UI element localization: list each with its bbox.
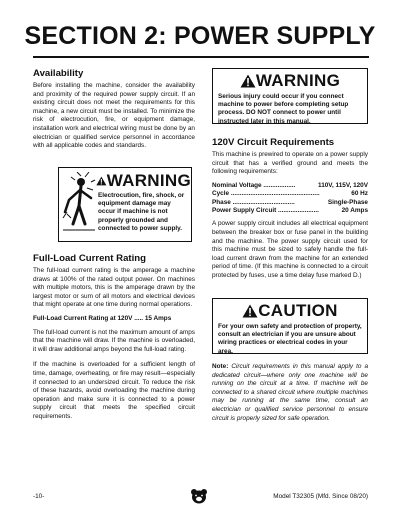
flc-heading: Full-Load Current Rating: [33, 253, 146, 264]
flc-text-2: The full-load current is not the maximum amount of amps that the machine will draw. If the machine is overloaded, it will draw additional amps beyond the full-load rating.: [33, 328, 195, 353]
spec-row: Phase ................................... Single-Phase: [212, 198, 368, 206]
warning-triangle-icon: [240, 74, 256, 88]
page-number: -10-: [33, 493, 45, 500]
electrocution-warning-box: [58, 167, 192, 242]
spec-list: [212, 182, 368, 216]
warning-word: WARNING: [106, 171, 191, 190]
warning-word: WARNING: [255, 71, 341, 90]
left-column: [33, 68, 195, 151]
caution-box: [212, 298, 368, 354]
availability-text: Before installing the machine, consider the availability and proximity of the required power supply circuit. If an existing circuit does not meet the requirements for this machine, a new circuit must be installed. To minimize the risk of electrocution, fire, or equipment damage, installation work and electrical wiring must be done by an electrician or qualified service personnel in accordance with all applicable codes and standards.: [33, 82, 195, 150]
bear-logo: [190, 488, 208, 504]
flc-rating: Full-Load Current Rating at 120V ..... 15 Amps: [33, 314, 172, 322]
electrocution-person-icon: [61, 172, 97, 238]
caution-triangle-icon: [242, 304, 258, 318]
flc-section: [33, 253, 195, 422]
warning-text: Electrocution, fire, shock, or equipment damage may occur if machine is not properly grounded and connected to power supply.: [98, 192, 185, 232]
circuit-text: A power supply circuit includes all electrical equipment between the breaker box or fuse panel in the building and the machine. The power supply circuit used for this machine must be sized to safely handle the full-load current drawn from the machine for an extended period of time. (If this machine is connected to a circuit protected by fuses, use a time delay fuse marked D.): [212, 220, 368, 279]
caution-word: CAUTION: [258, 301, 338, 320]
title-rule: [33, 56, 369, 58]
spec-row: Nominal Voltage .................. 110V, 115V, 120V: [212, 181, 368, 189]
model-info: Model T32305 (Mfd. Since 08/20): [273, 493, 368, 500]
spec-row: Power Supply Circuit ....................... 20 Amps: [212, 207, 368, 214]
note-section: [212, 363, 368, 423]
circuit-section: [212, 137, 368, 281]
circuit-intro: This machine is prewired to operate on a power supply circuit that has a verified ground and meets the following requirements:: [212, 151, 368, 176]
setup-warning-box: [212, 68, 368, 124]
circuit-heading: 120V Circuit Requirements: [212, 137, 335, 148]
warning-triangle-icon: [96, 174, 107, 188]
spec-row: Cycle .................................................. 60 Hz: [212, 190, 368, 198]
warning-text: Serious injury could occur if you connect machine to power before completing setup process. DO NOT connect to power until instructed later in this manual.: [218, 93, 349, 125]
flc-text-3: If the machine is overloaded for a sufficient length of time, damage, overheating, or fire may result—especially if connected to an undersized circuit. To reduce the risk of these hazards, avoid overloading the machine during operation and make sure it is connected to a power supply circuit that meets the specified circuit requirements.: [33, 361, 195, 420]
availability-heading: Availability: [33, 68, 84, 79]
note-text: Circuit requirements in this manual apply to a dedicated circuit—where only one machine will be running on the circuit at a time. If machine will be connected to a shared circuit where multiple machines may be running at the same time, consult an electrician or qualified service personnel to ensure circuit is properly sized for safe operation.: [212, 363, 368, 422]
page-title: SECTION 2: POWER SUPPLY: [24, 22, 376, 50]
flc-text: The full-load current rating is the amperage a machine draws at 100% of the rated output power. On machines with multiple motors, this is the amperage drawn by the largest motor or sum of all motors and electrical devices that might operate at one time during normal operations.: [33, 267, 195, 309]
note-label: Note:: [212, 363, 229, 370]
caution-text: For your own safety and protection of property, consult an electrician if you are unsure about wiring practices or electrical codes in your area.: [218, 323, 362, 355]
